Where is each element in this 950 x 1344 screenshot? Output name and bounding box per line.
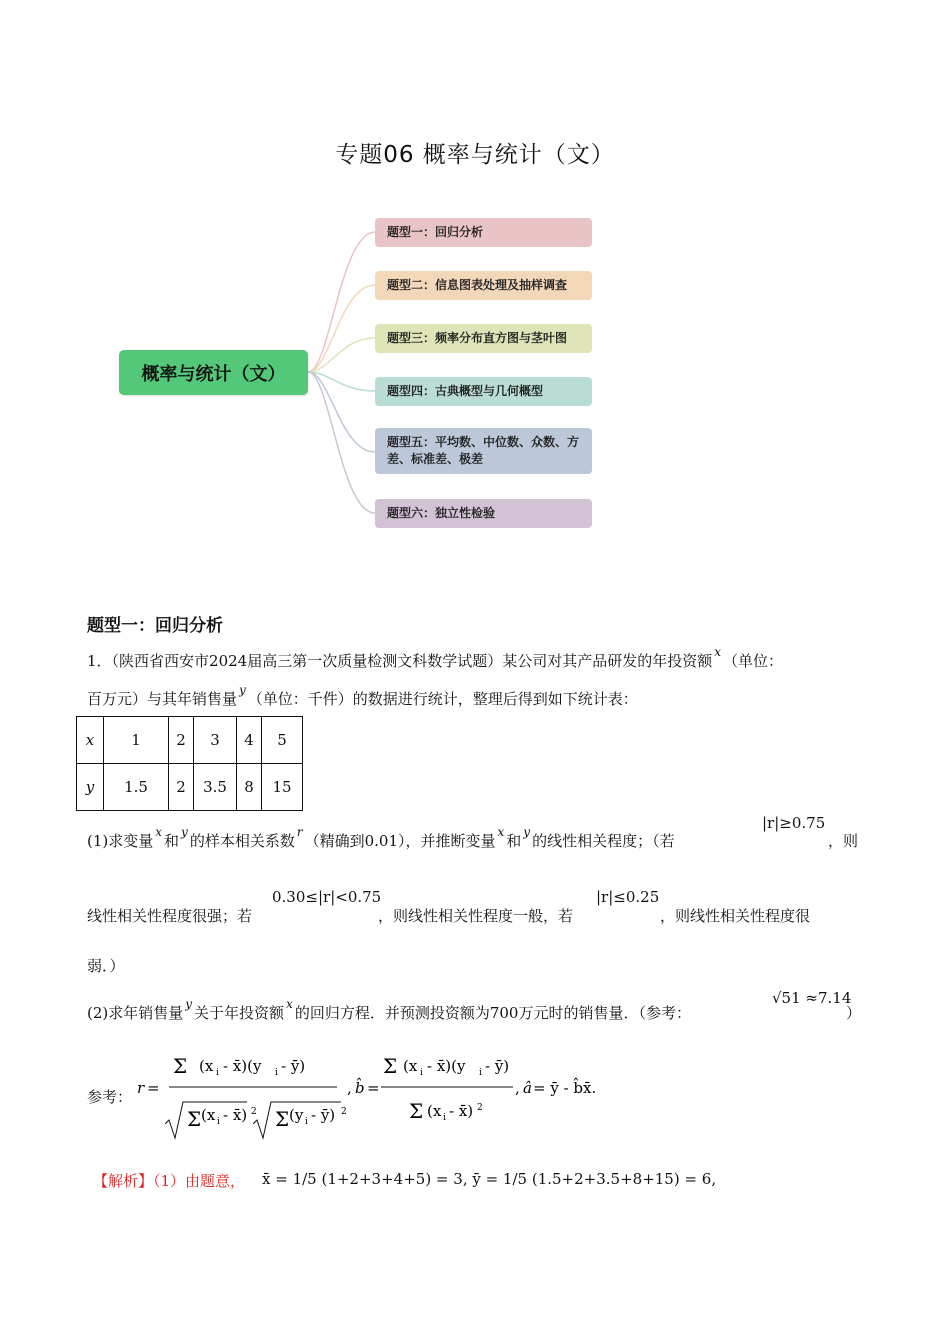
question-line-1: 1．（陕西省西安市2024届高三第一次质量检测文科数学试题）某公司对其产品研发的年投资额 $^x$ （单位： xyxy=(87,645,784,670)
svg-text:i: i xyxy=(479,1068,482,1078)
svg-text:i: i xyxy=(420,1068,423,1078)
svg-text:=: = xyxy=(147,1079,160,1097)
part1-line-2: 线性相关性程度很强；若 xyxy=(87,907,253,925)
svg-text:i: i xyxy=(275,1068,278,1078)
part1-line-2b: ，则线性相关性程度一般，若 xyxy=(378,907,574,925)
svg-text:Σ: Σ xyxy=(383,1054,398,1078)
part1-line-3: 弱．） xyxy=(87,957,125,975)
svg-text:2: 2 xyxy=(251,1107,257,1117)
question-text-tail: （单位： xyxy=(723,652,784,670)
svg-text:- x̄)(y: - x̄)(y xyxy=(223,1057,262,1075)
mindmap-root: 概率与统计（文） xyxy=(119,350,308,395)
svg-text:2: 2 xyxy=(341,1107,347,1117)
svg-text:Σ: Σ xyxy=(409,1099,424,1123)
reference-label: 参考： xyxy=(87,1088,133,1106)
svg-text:2: 2 xyxy=(477,1103,483,1113)
svg-text:b̂: b̂ xyxy=(355,1079,365,1097)
mindmap-node-1: 题型一：回归分析 xyxy=(375,218,592,247)
svg-text:- ȳ): - ȳ) xyxy=(311,1106,336,1124)
table-row: x 1 2 3 4 5 xyxy=(77,717,303,764)
solution-line xyxy=(87,1170,245,1191)
mindmap-node-5: 题型五：平均数、中位数、众数、方差、标准差、极差 xyxy=(375,428,592,474)
page-title: 专题06 概率与统计（文） xyxy=(335,142,615,168)
condition-medium: 0.30≤|r|<0.75 xyxy=(272,888,382,906)
solution-tag: 【解析】 xyxy=(93,1172,154,1190)
solution-math: x̄ = 1/5 (1+2+3+4+5) = 3, ȳ = 1/5 (1.5+2+3.5+8+15) = 6, xyxy=(262,1170,717,1188)
regression-formulas xyxy=(135,1046,605,1146)
mindmap-node-4: 题型四：古典概型与几何概型 xyxy=(375,377,592,406)
reference-sqrt: √51 ≈7.14 xyxy=(772,989,852,1007)
svg-text:i: i xyxy=(305,1117,308,1127)
question-line-2: 百万元）与其年销售量 $^y$ （单位：千件）的数据进行统计，整理后得到如下统计表： xyxy=(87,683,638,708)
svg-text:(y: (y xyxy=(289,1106,304,1124)
table-row: y 1.5 2 3.5 8 15 xyxy=(77,764,303,811)
part1-then: ，则 xyxy=(828,832,859,850)
svg-text:r: r xyxy=(137,1079,145,1097)
svg-text:i: i xyxy=(216,1068,219,1078)
mindmap-connectors xyxy=(300,210,390,540)
svg-text:i: i xyxy=(443,1113,446,1123)
svg-text:- x̄): - x̄) xyxy=(223,1106,248,1124)
part1-line-1: (1)求变量 $^x$ 和 $^y$ 的样本相关系数 $^r$ （精确到0.01），并推断变量 $^x$ 和 $^y$ 的线性相关程度；（若 xyxy=(87,825,675,850)
data-table xyxy=(76,716,303,811)
svg-text:Σ: Σ xyxy=(275,1107,290,1131)
svg-text:Σ: Σ xyxy=(187,1107,202,1131)
mindmap-node-2: 题型二：信息图表处理及抽样调查 xyxy=(375,271,592,300)
part2-end: ） xyxy=(846,1004,862,1022)
part1-line-2c: ，则线性相关性程度很 xyxy=(660,907,811,925)
svg-text:=: = xyxy=(367,1079,380,1097)
svg-text:(x: (x xyxy=(199,1057,214,1075)
svg-text:Σ: Σ xyxy=(173,1054,188,1078)
svg-text:= ȳ - b̂x̄.: = ȳ - b̂x̄. xyxy=(533,1079,597,1097)
mindmap-node-6: 题型六：独立性检验 xyxy=(375,499,592,528)
svg-text:- ȳ): - ȳ) xyxy=(281,1057,306,1075)
svg-text:,: , xyxy=(347,1079,352,1097)
section-heading: 题型一：回归分析 xyxy=(87,616,223,636)
svg-text:(x: (x xyxy=(403,1057,418,1075)
solution-text: （1）由题意， xyxy=(153,1172,246,1190)
svg-text:â: â xyxy=(523,1079,532,1097)
svg-text:(x: (x xyxy=(427,1102,442,1120)
question-text: 1．（陕西省西安市2024届高三第一次质量检测文科数学试题）某公司对其产品研发的年投资额 xyxy=(87,652,713,670)
part2-line: (2)求年销售量 $^y$ 关于年投资额 $^x$ 的回归方程．并预测投资额为700万元时的销售量．（参考： xyxy=(87,997,691,1022)
svg-text:- ȳ): - ȳ) xyxy=(485,1057,510,1075)
svg-text:- x̄): - x̄) xyxy=(449,1102,474,1120)
svg-text:(x: (x xyxy=(201,1106,216,1124)
svg-text:i: i xyxy=(217,1117,220,1127)
condition-weak: |r|≤0.25 xyxy=(596,888,660,906)
svg-text:,: , xyxy=(515,1079,520,1097)
svg-text:- x̄)(y: - x̄)(y xyxy=(427,1057,466,1075)
mindmap-node-3: 题型三：频率分布直方图与茎叶图 xyxy=(375,324,592,353)
condition-strong: |r|≥0.75 xyxy=(762,814,826,832)
